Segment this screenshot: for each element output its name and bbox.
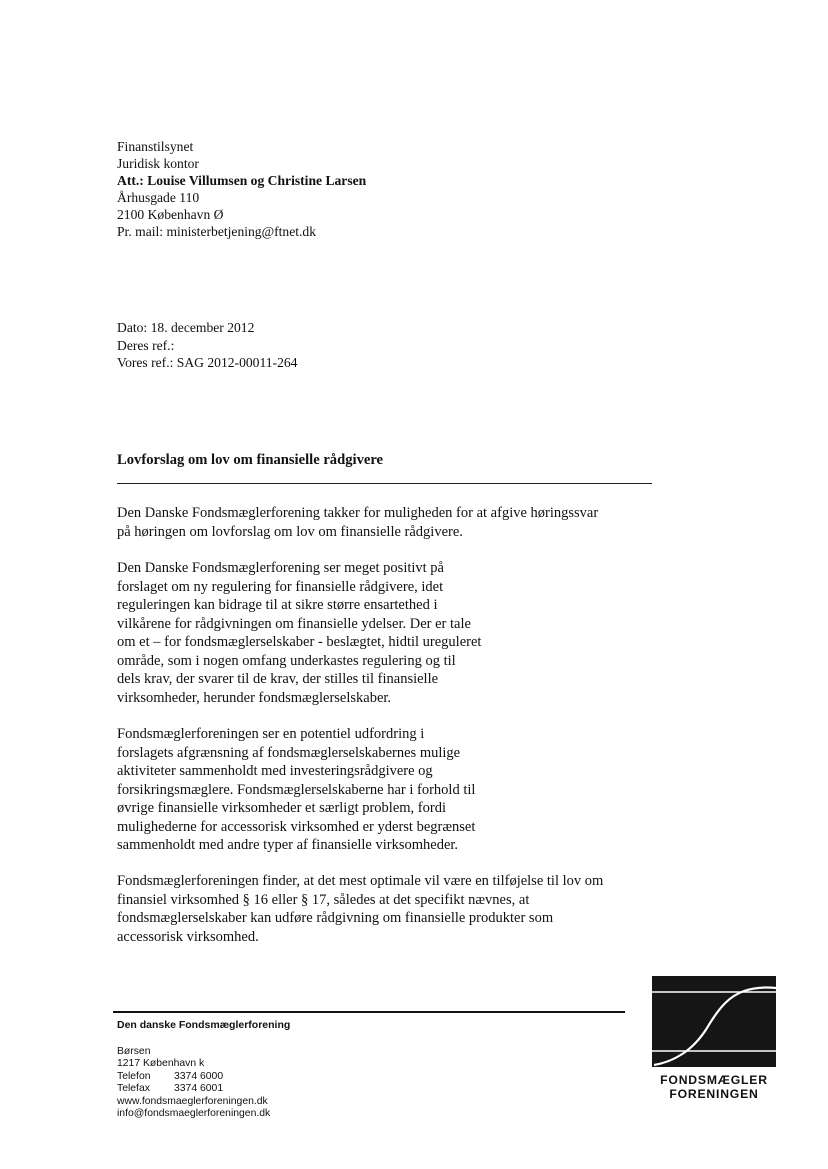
body-paragraph-2 bbox=[117, 559, 677, 707]
recipient-attention: Att.: Louise Villumsen og Christine Larsen bbox=[117, 173, 367, 188]
logo-text-line2: FORENINGEN bbox=[669, 1087, 759, 1101]
paragraph-line: område, som i nogen omfang underkastes regulering og til bbox=[117, 652, 456, 669]
footer-contact bbox=[117, 1046, 270, 1120]
subject-divider bbox=[117, 483, 652, 484]
recipient-city: 2100 København Ø bbox=[117, 207, 224, 222]
paragraph-line: forsikringsmæglere. Fondsmæglerselskaberne har i forhold til bbox=[117, 781, 476, 798]
letter-date: Dato: 18. december 2012 bbox=[117, 320, 255, 335]
recipient-address bbox=[117, 138, 366, 240]
footer-email: info@fondsmaeglerforeningen.dk bbox=[117, 1108, 271, 1120]
body-paragraph-1 bbox=[117, 504, 677, 541]
paragraph-line: accessorisk virksomhed. bbox=[117, 928, 259, 945]
paragraph-line: virksomheder, herunder fondsmæglerselskaber. bbox=[117, 689, 392, 706]
paragraph-line: forslagets afgrænsning af fondsmæglerselskabernes mulige bbox=[117, 744, 461, 761]
recipient-email: Pr. mail: ministerbetjening@ftnet.dk bbox=[117, 224, 317, 239]
footer-fax bbox=[117, 1083, 270, 1095]
reference-block bbox=[117, 319, 297, 372]
paragraph-line: øvrige finansielle virksomheder et særligt problem, fordi bbox=[117, 800, 446, 816]
paragraph-line: forslaget om ny regulering for finansielle rådgivere, idet bbox=[117, 578, 444, 595]
recipient-name: Finanstilsynet bbox=[117, 139, 194, 154]
footer-address-line: Børsen bbox=[117, 1046, 151, 1057]
fax-number: 3374 6001 bbox=[174, 1083, 224, 1095]
paragraph-line: på høringen om lovforslag om lov om finansielle rådgivere. bbox=[117, 523, 463, 540]
letter-subject: Lovforslag om lov om finansielle rådgivere bbox=[117, 452, 384, 468]
our-reference: Vores ref.: SAG 2012-00011-264 bbox=[117, 355, 298, 370]
footer-website: www.fondsmaeglerforeningen.dk bbox=[117, 1095, 268, 1107]
body-paragraph-3 bbox=[117, 725, 677, 855]
recipient-street: Århusgade 110 bbox=[117, 190, 200, 205]
paragraph-line: mulighederne for accessorisk virksomhed er yderst begrænset bbox=[117, 818, 476, 835]
footer-divider bbox=[113, 1011, 625, 1013]
paragraph-line: fondsmæglerselskaber kan udføre rådgivning om finansielle produkter som bbox=[117, 910, 554, 926]
paragraph-line: Fondsmæglerforeningen ser en potentiel udfordring i bbox=[117, 726, 425, 742]
recipient-department: Juridisk kontor bbox=[117, 156, 199, 171]
paragraph-line: om et – for fondsmæglerselskaber - beslægtet, hidtil ureguleret bbox=[117, 634, 482, 650]
logo-text-line1: FONDSMÆGLER bbox=[660, 1073, 768, 1087]
fax-label: Telefax bbox=[117, 1083, 150, 1095]
organization-logo bbox=[652, 976, 776, 1067]
paragraph-line: dels krav, der svarer til de krav, der stilles til finansielle bbox=[117, 671, 439, 687]
body-paragraph-4 bbox=[117, 872, 677, 946]
paragraph-line: reguleringen kan bidrage til at sikre større ensartethed i bbox=[117, 597, 438, 613]
footer-address-line: 1217 København k bbox=[117, 1058, 205, 1070]
paragraph-line: Fondsmæglerforeningen finder, at det mest optimale vil være en tilføjelse til lov om bbox=[117, 873, 604, 889]
phone-number: 3374 6000 bbox=[174, 1070, 224, 1082]
paragraph-line: finansiel virksomhed § 16 eller § 17, således at det specifikt nævnes, at bbox=[117, 891, 530, 908]
phone-label: Telefon bbox=[117, 1070, 151, 1082]
paragraph-line: vilkårene for rådgivningen om finansielle ydelser. Der er tale bbox=[117, 615, 471, 632]
paragraph-line: aktiviteter sammenholdt med investeringsrådgivere og bbox=[117, 763, 433, 779]
footer-phone bbox=[117, 1071, 270, 1083]
paragraph-line: Den Danske Fondsmæglerforening ser meget positivt på bbox=[117, 560, 444, 576]
your-reference: Deres ref.: bbox=[117, 337, 175, 353]
paragraph-line: Den Danske Fondsmæglerforening takker for muligheden for at afgive høringssvar bbox=[117, 505, 599, 521]
footer-org-name: Den danske Fondsmæglerforening bbox=[117, 1019, 291, 1031]
logo-curve-icon bbox=[652, 976, 776, 1067]
paragraph-line: sammenholdt med andre typer af finansielle virksomheder. bbox=[117, 837, 459, 853]
